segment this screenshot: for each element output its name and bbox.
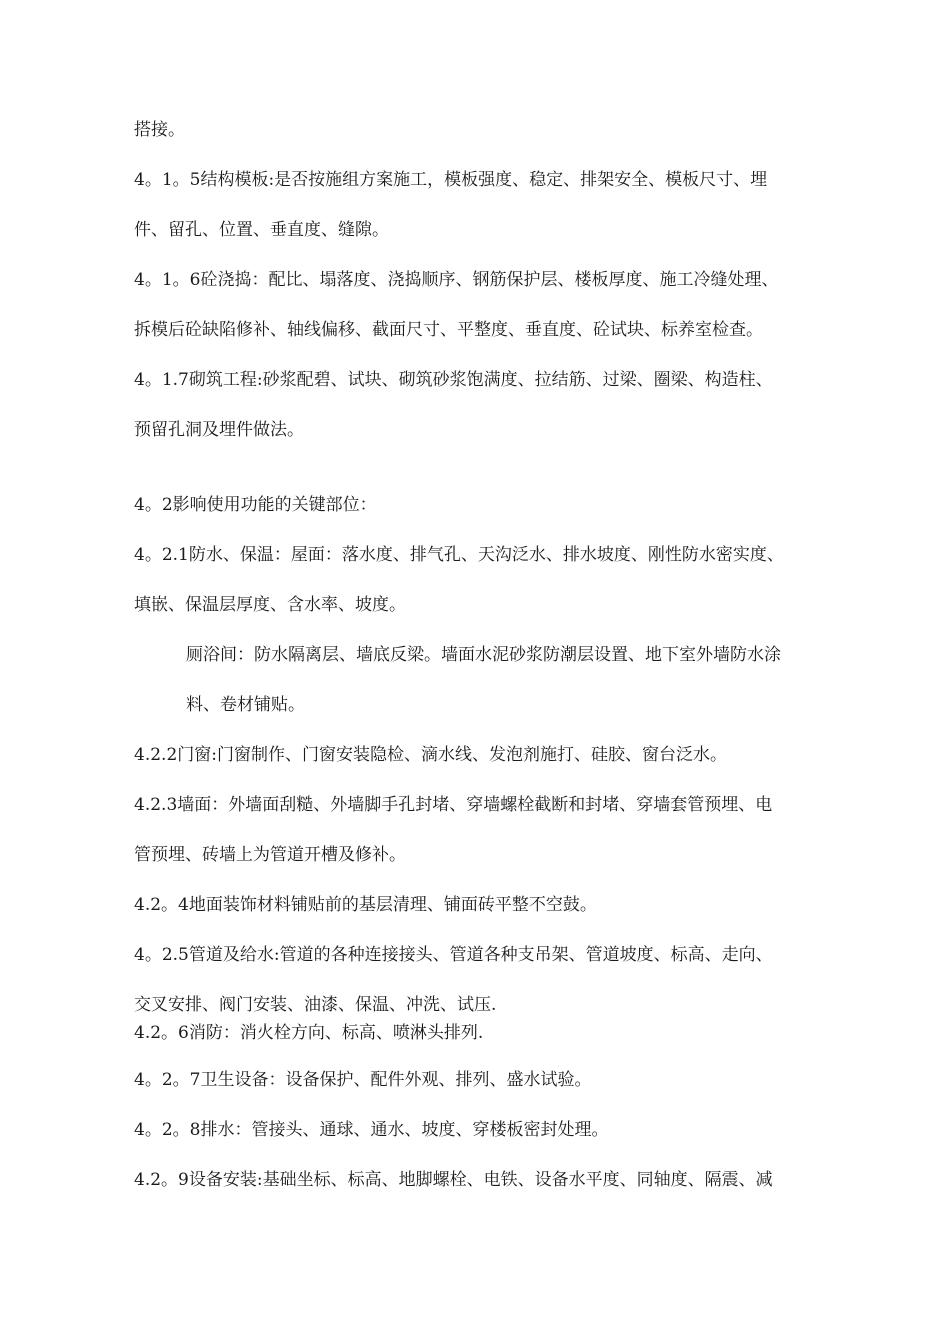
text-line: 4.2。4地面装饰材料铺贴前的基层清理、铺面砖平整不空鼓。 <box>134 895 597 915</box>
text-line: 4。1。5结构模板:是否按施组方案施工，模板强度、稳定、排架安全、模板尺寸、埋 <box>134 170 768 190</box>
text-line-indented: 料、卷材铺贴。 <box>186 695 305 715</box>
text-line: 4。1。6砼浇捣：配比、塌落度、浇捣顺序、钢筋保护层、楼板厚度、施工冷缝处理、 <box>134 270 779 290</box>
text-line: 4。2.1防水、保温：屋面：落水度、排气孔、天沟泛水、排水坡度、刚性防水密实度、 <box>134 545 784 565</box>
text-line: 预留孔洞及埋件做法。 <box>134 420 304 440</box>
text-line: 搭接。 <box>134 120 185 140</box>
text-line: 管预埋、砖墙上为管道开槽及修补。 <box>134 845 406 865</box>
text-line: 4。2.5管道及给水:管道的各种连接接头、管道各种支吊架、管道坡度、标高、走向、 <box>134 945 773 965</box>
text-line: 4。2。7卫生设备：设备保护、配件外观、排列、盛水试验。 <box>134 1070 592 1090</box>
text-line: 交叉安排、阀门安装、油漆、保温、冲洗、试压. <box>134 995 497 1015</box>
text-line: 4。2。8排水：管接头、通球、通水、坡度、穿楼板密封处理。 <box>134 1120 609 1140</box>
section-heading: 4。2影响使用功能的关键部位： <box>134 495 377 515</box>
text-line: 拆模后砼缺陷修补、轴线偏移、截面尺寸、平整度、垂直度、砼试块、标养室检查。 <box>134 320 763 340</box>
text-line: 4。1.7砌筑工程:砂浆配碧、试块、砌筑砂浆饱满度、拉结筋、过梁、圈梁、构造柱、 <box>134 370 773 390</box>
text-line-indented: 厕浴间：防水隔离层、墙底反梁。墙面水泥砂浆防潮层设置、地下室外墙防水涂 <box>186 645 781 665</box>
text-line: 4.2.3墙面：外墙面刮糙、外墙脚手孔封堵、穿墙螺栓截断和封堵、穿墙套管预埋、电 <box>134 795 773 815</box>
text-line: 件、留孔、位置、垂直度、缝隙。 <box>134 220 389 240</box>
text-line: 填嵌、保温层厚度、含水率、坡度。 <box>134 595 406 615</box>
text-line: 4.2.2门窗:门窗制作、门窗安装隐检、滴水线、发泡剂施打、硅胶、窗台泛水。 <box>134 745 727 765</box>
text-line: 4.2。9设备安装:基础坐标、标高、地脚螺栓、电铁、设备水平度、同轴度、隔震、减 <box>134 1170 773 1190</box>
text-line: 4.2。6消防：消火栓方向、标高、喷淋头排列. <box>134 1023 484 1043</box>
